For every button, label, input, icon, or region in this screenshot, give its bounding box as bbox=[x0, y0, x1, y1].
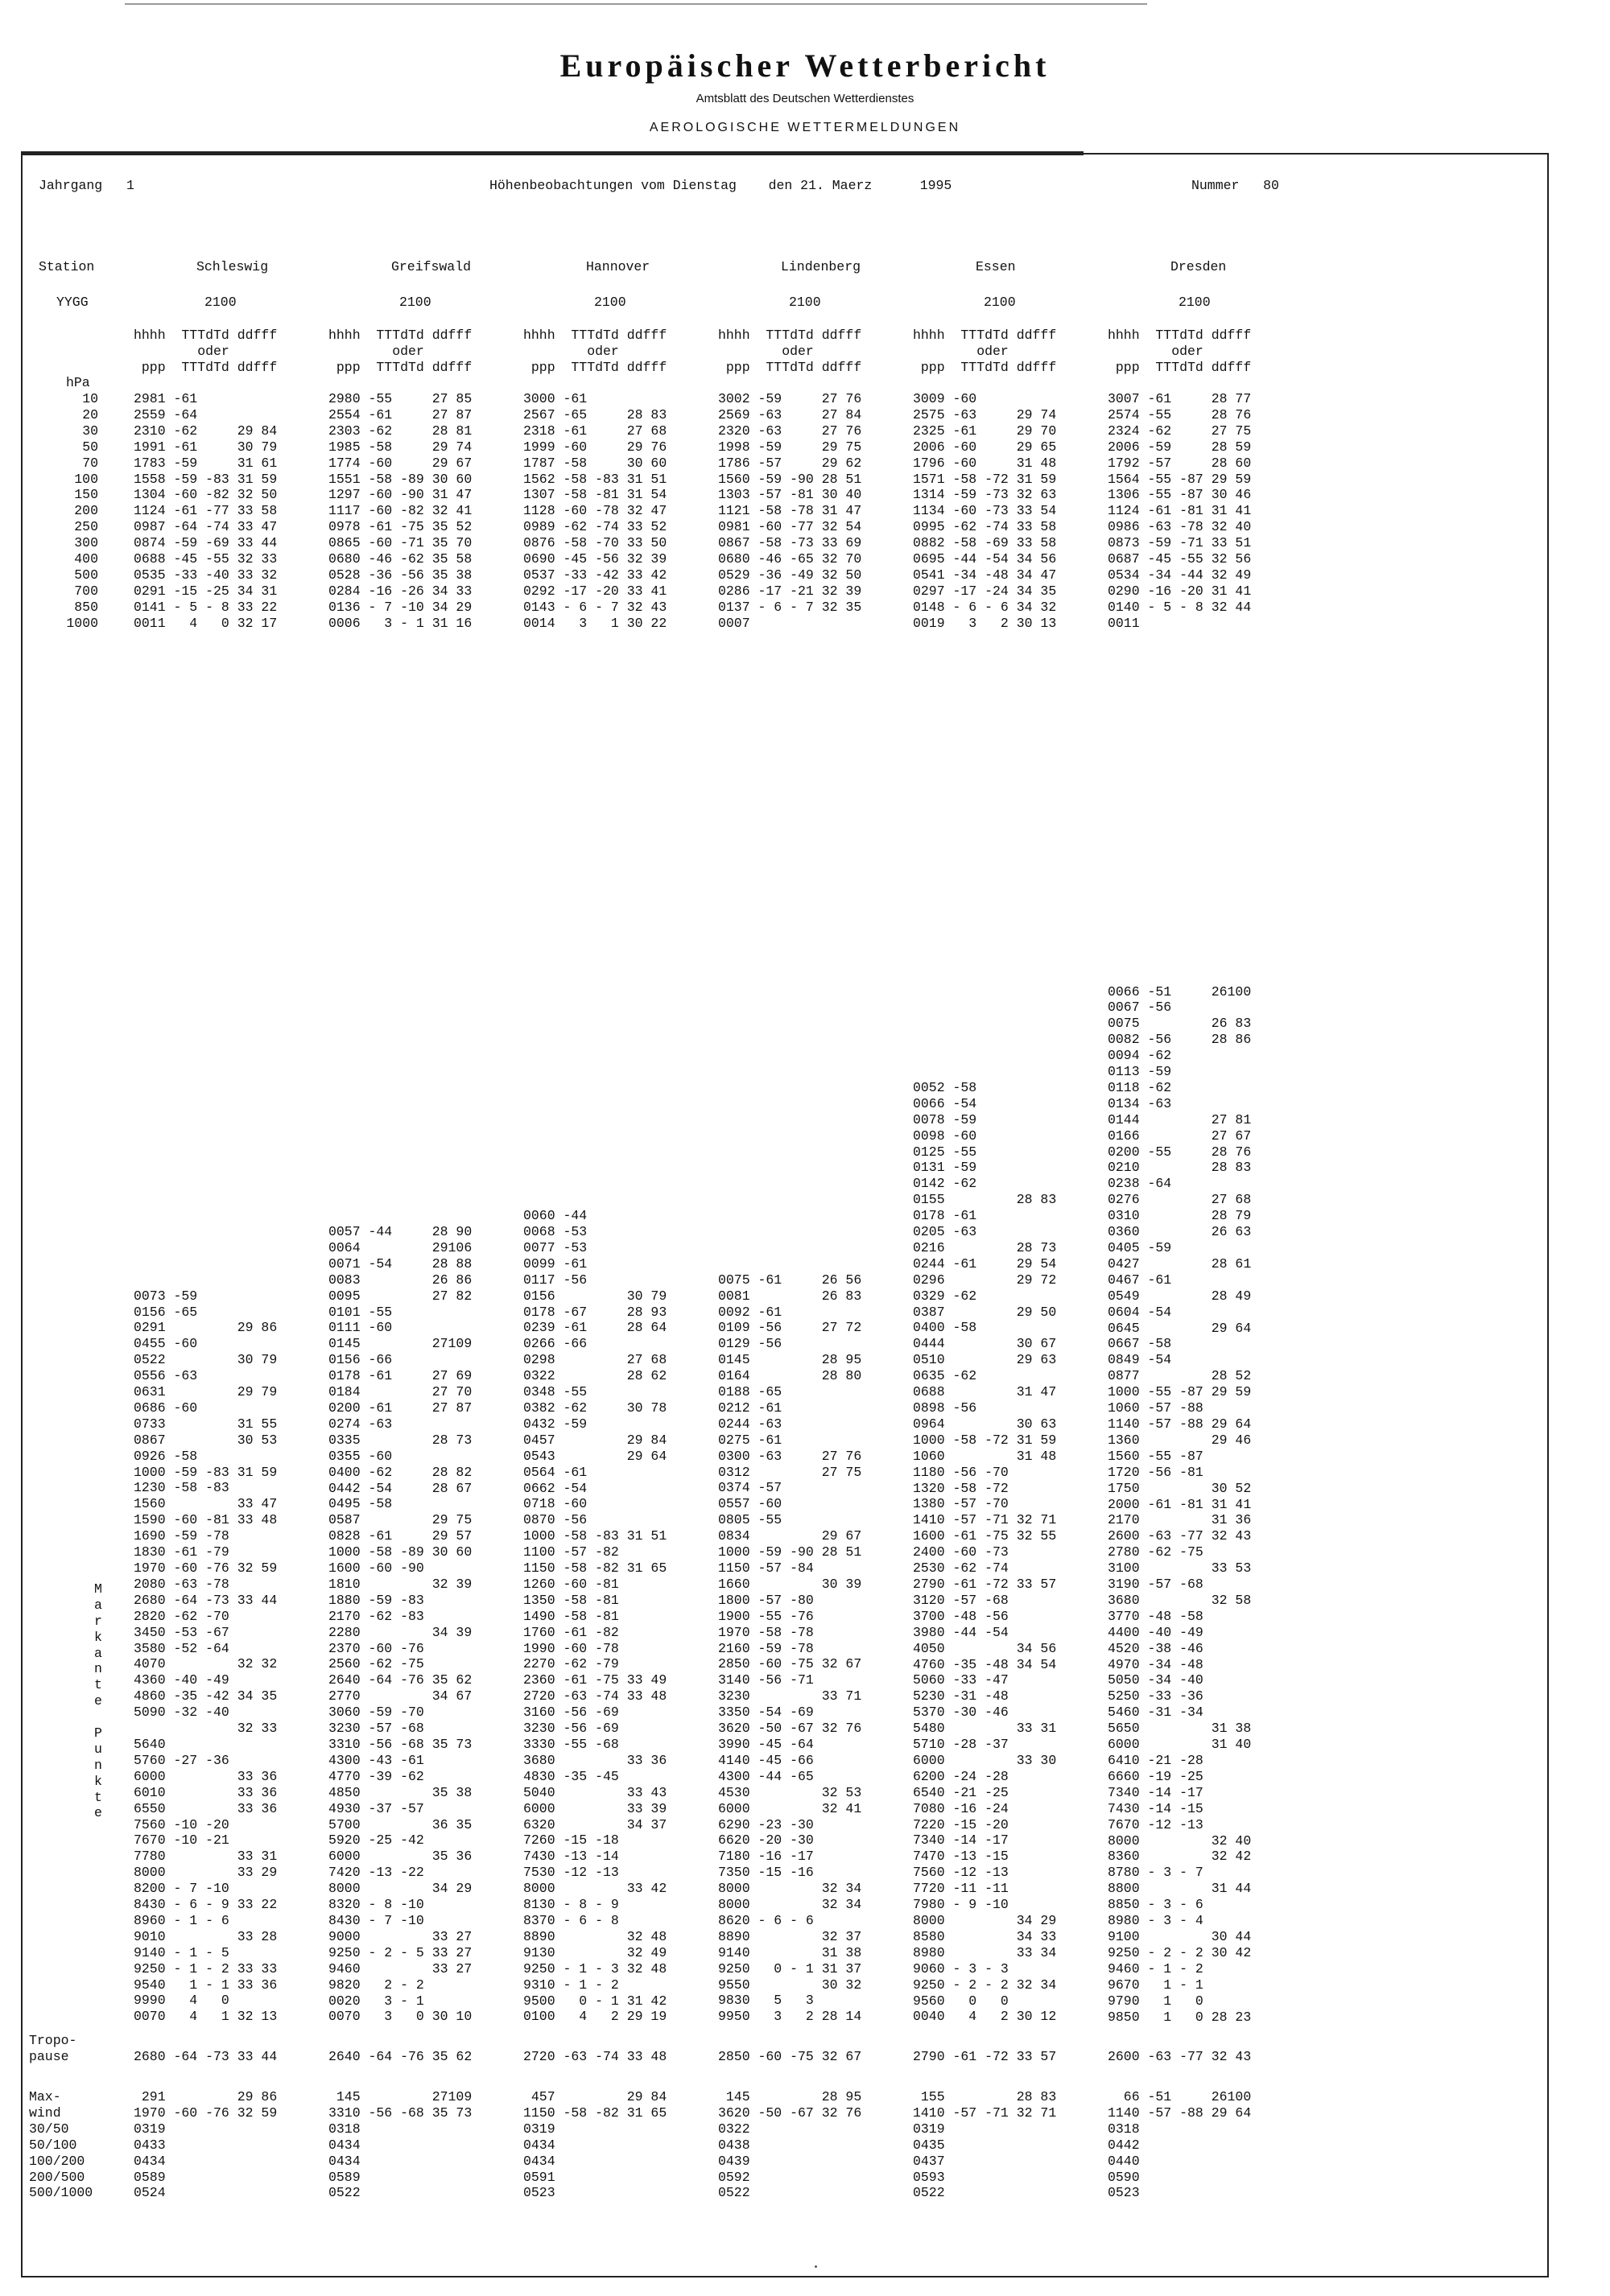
vertical-label-letter: e bbox=[94, 1693, 102, 1709]
scan-dot bbox=[815, 2265, 817, 2268]
tropopause-data: 2600 -63 -77 32 43 bbox=[1108, 2049, 1252, 2064]
column-header: hhhh TTTdTd ddfff oder ppp TTTdTd ddfff bbox=[134, 328, 278, 375]
tropopause-data: 2790 -61 -72 33 57 bbox=[913, 2049, 1057, 2064]
station-name: Essen bbox=[976, 259, 1016, 274]
significant-points-data: 0066 -51 26100 0067 -56 0075 26 83 0082 -56 28 86 0094 -62 0113 -59 0118 -62 0134 -63 0144 27 81 0166 27 67 0200 -55 28 76 0210 28 83 0238 -64 0276 27 68 0310 28 79 0360 26 63 0405 -59 0427 28 61 0467 -61 0549 28 49 0604 -54 0645 29 64 0667 -58 0849 -54 0877 28 52 1000 -55 -87 29 59 1060 -57 -88 1140 -57 -88 29 64 1360 29 46 1560 -55 -87 1720 -56 -81 1750 30 52 2000 -61 -81 31 41 2170 31 36 2600 -63 -77 32 43 2780 -62 -75 3100 33 53 3190 -57 -68 3680 32 58 3770 -48 -58 4400 -40 -49 4520 -38 -46 4970 -34 -48 5050 -34 -40 5250 -33 -36 5460 -31 -34 5650 31 38 6000 31 40 6410 -21 -28 6660 -19 -25 7340 -14 -17 7430 -14 -15 7670 -12 -13 8000 32 40 8360 32 42 8780 - 3 - 7 8800 31 44 8850 - 3 - 6 8980 - 3 - 4 9100 30 44 9250 - 2 - 2 30 42 9460 - 1 - 2 9670 1 - 1 9790 1 0 9850 1 0 28 23 bbox=[1108, 983, 1252, 2025]
column-header: hhhh TTTdTd ddfff oder ppp TTTdTd ddfff bbox=[913, 328, 1057, 375]
masthead-title: Europäischer Wetterbericht bbox=[559, 47, 1051, 84]
standard-levels-data: 3007 -61 28 77 2574 -55 28 76 2324 -62 27 75 2006 -59 28 59 1792 -57 28 60 1564 -55 -87 29 59 1306 -55 -87 30 46 1124 -61 -81 31 41 0986 -63 -78 32 40 0873 -59 -71 33 51 0687 -45 -55 32 56 0534 -34 -44 32 49 0290 -16 -20 31 41 0140 - 5 - 8 32 44 0011 bbox=[1108, 391, 1252, 631]
station-name: Schleswig bbox=[196, 259, 269, 274]
station-yygg: 2100 bbox=[204, 295, 237, 310]
vertical-label-letter: M bbox=[94, 1581, 102, 1597]
observation-line bbox=[489, 178, 952, 194]
maxwind-data: 457 29 84 1150 -58 -82 31 65 0319 0434 0434 0591 0523 bbox=[523, 2089, 667, 2201]
maxwind-label: Max- wind 30/50 50/100 100/200 200/500 500/1000 bbox=[29, 2089, 93, 2201]
tropopause-label: Tropo- pause bbox=[29, 2033, 77, 2064]
vertical-label-letter: k bbox=[94, 1629, 102, 1645]
significant-points-data: 0075 -61 26 56 0081 26 83 0092 -61 0109 -56 27 72 0129 -56 0145 28 95 0164 28 80 0188 -65 0212 -61 0244 -63 0275 -61 0300 -63 27 76 0312 27 75 0374 -57 0557 -60 0805 -55 0834 29 67 1000 -59 -90 28 51 1150 -57 -84 1660 30 39 1800 -57 -80 1900 -55 -76 1970 -58 -78 2160 -59 -78 2850 -60 -75 32 67 3140 -56 -71 3230 33 71 3350 -54 -69 3620 -50 -67 32 76 3990 -45 -64 4140 -45 -66 4300 -44 -65 4530 32 53 6000 32 41 6290 -23 -30 6620 -20 -30 7180 -16 -17 7350 -15 -16 8000 32 34 8000 32 34 8620 - 6 - 6 8890 32 37 9140 31 38 9250 0 - 1 31 37 9550 30 32 9830 5 3 9950 3 2 28 14 bbox=[718, 1272, 862, 2025]
vertical-label-letter: n bbox=[94, 1757, 102, 1773]
column-header: hhhh TTTdTd ddfff oder ppp TTTdTd ddfff bbox=[328, 328, 473, 375]
masthead-section: AEROLOGISCHE WETTERMELDUNGEN bbox=[649, 121, 961, 134]
vertical-label-letter: a bbox=[94, 1597, 102, 1613]
tropopause-data: 2680 -64 -73 33 44 bbox=[134, 2049, 278, 2064]
vertical-label-letter: t bbox=[94, 1789, 102, 1805]
vertical-label-letter: r bbox=[94, 1613, 102, 1629]
nummer-value: 80 bbox=[1263, 178, 1279, 193]
station-name: Lindenberg bbox=[781, 259, 861, 274]
standard-levels-data: 2981 -61 2559 -64 2310 -62 29 84 1991 -61 30 79 1783 -59 31 61 1558 -59 -83 31 59 1304 -60 -82 32 50 1124 -61 -77 33 58 0987 -64 -74 33 47 0874 -59 -69 33 44 0688 -45 -55 32 33 0535 -33 -40 33 32 0291 -15 -25 34 31 0141 - 5 - 8 33 22 0011 4 0 32 17 bbox=[134, 391, 278, 631]
vertical-label-letter: a bbox=[94, 1645, 102, 1661]
observation-year: 1995 bbox=[919, 178, 952, 193]
maxwind-data: 145 27109 3310 -56 -68 35 73 0318 0434 0434 0589 0522 bbox=[328, 2089, 473, 2201]
nummer bbox=[1191, 178, 1279, 194]
station-yygg: 2100 bbox=[789, 295, 821, 310]
observation-label: Höhenbeobachtungen vom Dienstag bbox=[489, 178, 737, 193]
significant-points-data: 0073 -59 0156 -65 0291 29 86 0455 -60 0522 30 79 0556 -63 0631 29 79 0686 -60 0733 31 55 0867 30 53 0926 -58 1000 -59 -83 31 59 1230 -58 -83 1560 33 47 1590 -60 -81 33 48 1690 -59 -78 1830 -61 -79 1970 -60 -76 32 59 2080 -63 -78 2680 -64 -73 33 44 2820 -62 -70 3450 -53 -67 3580 -52 -64 4070 32 32 4360 -40 -49 4860 -35 -42 34 35 5090 -32 -40 32 33 5640 5760 -27 -36 6000 33 36 6010 33 36 6550 33 36 7560 -10 -20 7670 -10 -21 7780 33 31 8000 33 29 8200 - 7 -10 8430 - 6 - 9 33 22 8960 - 1 - 6 9010 33 28 9140 - 1 - 5 9250 - 1 - 2 33 33 9540 1 - 1 33 36 9990 4 0 0070 4 1 32 13 bbox=[134, 1288, 278, 2025]
maxwind-data: 145 28 95 3620 -50 -67 32 76 0322 0438 0439 0592 0522 bbox=[718, 2089, 862, 2201]
yygg-label: YYGG bbox=[56, 295, 89, 310]
significant-points-data: 0060 -44 0068 -53 0077 -53 0099 -61 0117 -56 0156 30 79 0178 -67 28 93 0239 -61 28 64 0266 -66 0298 27 68 0322 28 62 0348 -55 0382 -62 30 78 0432 -59 0457 29 84 0543 29 64 0564 -61 0662 -54 0718 -60 0870 -56 1000 -58 -83 31 51 1100 -57 -82 1150 -58 -82 31 65 1260 -60 -81 1350 -58 -81 1490 -58 -81 1760 -61 -82 1990 -60 -78 2270 -62 -79 2360 -61 -75 33 49 2720 -63 -74 33 48 3160 -56 -69 3230 -56 -69 3330 -55 -68 3680 33 36 4830 -35 -45 5040 33 43 6000 33 39 6320 34 37 7260 -15 -18 7430 -13 -14 7530 -12 -13 8000 33 42 8130 - 8 - 9 8370 - 6 - 8 8890 32 48 9130 32 49 9250 - 1 - 3 32 48 9310 - 1 - 2 9500 0 - 1 31 42 0100 4 2 29 19 bbox=[523, 1208, 667, 2025]
standard-levels-data: 3002 -59 27 76 2569 -63 27 84 2320 -63 27 76 1998 -59 29 75 1786 -57 29 62 1560 -59 -90 28 51 1303 -57 -81 30 40 1121 -58 -78 31 47 0981 -60 -77 32 54 0867 -58 -73 33 69 0680 -46 -65 32 70 0529 -36 -49 32 50 0286 -17 -21 32 39 0137 - 6 - 7 32 35 0007 bbox=[718, 391, 862, 631]
maxwind-data: 291 29 86 1970 -60 -76 32 59 0319 0433 0434 0589 0524 bbox=[134, 2089, 278, 2201]
masthead-subtitle: Amtsblatt des Deutschen Wetterdienstes bbox=[696, 92, 914, 105]
vertical-label-letter: n bbox=[94, 1661, 102, 1677]
vertical-label-letter bbox=[90, 1709, 106, 1725]
pressure-levels: 10 20 30 50 70 100 150 200 250 300 400 500 700 850 1000 bbox=[66, 391, 98, 631]
standard-levels-data: 3009 -60 2575 -63 29 74 2325 -61 29 70 2006 -60 29 65 1796 -60 31 48 1571 -58 -72 31 59 1314 -59 -73 32 63 1134 -60 -73 33 54 0995 -62 -74 33 58 0882 -58 -69 33 58 0695 -44 -54 34 56 0541 -34 -48 34 47 0297 -17 -24 34 35 0148 - 6 - 6 34 32 0019 3 2 30 13 bbox=[913, 391, 1057, 631]
maxwind-data: 155 28 83 1410 -57 -71 32 71 0319 0435 0437 0593 0522 bbox=[913, 2089, 1057, 2201]
maxwind-data: 66 -51 26100 1140 -57 -88 29 64 0318 0442 0440 0590 0523 bbox=[1108, 2089, 1252, 2201]
nummer-label: Nummer bbox=[1191, 178, 1240, 193]
vertical-label-letter: P bbox=[94, 1725, 102, 1742]
standard-levels-data: 3000 -61 2567 -65 28 83 2318 -61 27 68 1999 -60 29 76 1787 -58 30 60 1562 -58 -83 31 51 1307 -58 -81 31 54 1128 -60 -78 32 47 0989 -62 -74 33 52 0876 -58 -70 33 50 0690 -45 -56 32 39 0537 -33 -42 33 42 0292 -17 -20 33 41 0143 - 6 - 7 32 43 0014 3 1 30 22 bbox=[523, 391, 667, 631]
column-header: hhhh TTTdTd ddfff oder ppp TTTdTd ddfff bbox=[1108, 328, 1252, 375]
station-yygg: 2100 bbox=[399, 295, 431, 310]
vertical-label-letter: u bbox=[94, 1741, 102, 1757]
column-header: hhhh TTTdTd ddfff oder ppp TTTdTd ddfff bbox=[718, 328, 862, 375]
observation-date: den 21. Maerz bbox=[768, 178, 873, 193]
tropopause-data: 2850 -60 -75 32 67 bbox=[718, 2049, 862, 2064]
markante-punkte-letters bbox=[90, 1581, 106, 1821]
station-name: Greifswald bbox=[391, 259, 472, 274]
station-name: Dresden bbox=[1170, 259, 1227, 274]
vertical-label-letter: t bbox=[94, 1677, 102, 1693]
hpa-label: hPa bbox=[66, 375, 90, 390]
station-name: Hannover bbox=[586, 259, 650, 274]
station-label: Station bbox=[39, 259, 95, 274]
vertical-label-letter: k bbox=[94, 1773, 102, 1789]
jahrgang bbox=[39, 178, 134, 194]
station-yygg: 2100 bbox=[1179, 295, 1211, 310]
vertical-label-letter: e bbox=[94, 1805, 102, 1821]
jahrgang-value: 1 bbox=[126, 178, 134, 193]
top-rule bbox=[125, 3, 1147, 5]
tropopause-data: 2720 -63 -74 33 48 bbox=[523, 2049, 667, 2064]
standard-levels-data: 2980 -55 27 85 2554 -61 27 87 2303 -62 28 81 1985 -58 29 74 1774 -60 29 67 1551 -58 -89 30 60 1297 -60 -90 31 47 1117 -60 -82 32 41 0978 -61 -75 35 52 0865 -60 -71 35 70 0680 -46 -62 35 58 0528 -36 -56 35 38 0284 -16 -26 34 33 0136 - 7 -10 34 29 0006 3 - 1 31 16 bbox=[328, 391, 473, 631]
jahrgang-label: Jahrgang bbox=[39, 178, 103, 193]
station-yygg: 2100 bbox=[984, 295, 1016, 310]
significant-points-data: 0057 -44 28 90 0064 29106 0071 -54 28 88 0083 26 86 0095 27 82 0101 -55 0111 -60 0145 27109 0156 -66 0178 -61 27 69 0184 27 70 0200 -61 27 87 0274 -63 0335 28 73 0355 -60 0400 -62 28 82 0442 -54 28 67 0495 -58 0587 29 75 0828 -61 29 57 1000 -58 -89 30 60 1600 -60 -90 1810 32 39 1880 -59 -83 2170 -62 -83 2280 34 39 2370 -60 -76 2560 -62 -75 2640 -64 -76 35 62 2770 34 67 3060 -59 -70 3230 -57 -68 3310 -56 -68 35 73 4300 -43 -61 4770 -39 -62 4850 35 38 4930 -37 -57 5700 36 35 5920 -25 -42 6000 35 36 7420 -13 -22 8000 34 29 8320 - 8 -10 8430 - 7 -10 9000 33 27 9250 - 2 - 5 33 27 9460 33 27 9820 2 - 2 0020 3 - 1 0070 3 0 30 10 bbox=[328, 1224, 473, 2025]
significant-points-data: 0052 -58 0066 -54 0078 -59 0098 -60 0125 -55 0131 -59 0142 -62 0155 28 83 0178 -61 0205 -63 0216 28 73 0244 -61 29 54 0296 29 72 0329 -62 0387 29 50 0400 -58 0444 30 67 0510 29 63 0635 -62 0688 31 47 0898 -56 0964 30 63 1000 -58 -72 31 59 1060 31 48 1180 -56 -70 1320 -58 -72 1380 -57 -70 1410 -57 -71 32 71 1600 -61 -75 32 55 2400 -60 -73 2530 -62 -74 2790 -61 -72 33 57 3120 -57 -68 3700 -48 -56 3980 -44 -54 4050 34 56 4760 -35 -48 34 54 5060 -33 -47 5230 -31 -48 5370 -30 -46 5480 33 31 5710 -28 -37 6000 33 30 6200 -24 -28 6540 -21 -25 7080 -16 -24 7220 -15 -20 7340 -14 -17 7470 -13 -15 7560 -12 -13 7720 -11 -11 7980 - 9 -10 8000 34 29 8580 34 33 8980 33 34 9060 - 3 - 3 9250 - 2 - 2 32 34 9560 0 0 0040 4 2 30 12 bbox=[913, 1079, 1057, 2025]
column-header: hhhh TTTdTd ddfff oder ppp TTTdTd ddfff bbox=[523, 328, 667, 375]
station-yygg: 2100 bbox=[594, 295, 626, 310]
tropopause-data: 2640 -64 -76 35 62 bbox=[328, 2049, 473, 2064]
markante-punkte-label bbox=[90, 1581, 106, 1821]
